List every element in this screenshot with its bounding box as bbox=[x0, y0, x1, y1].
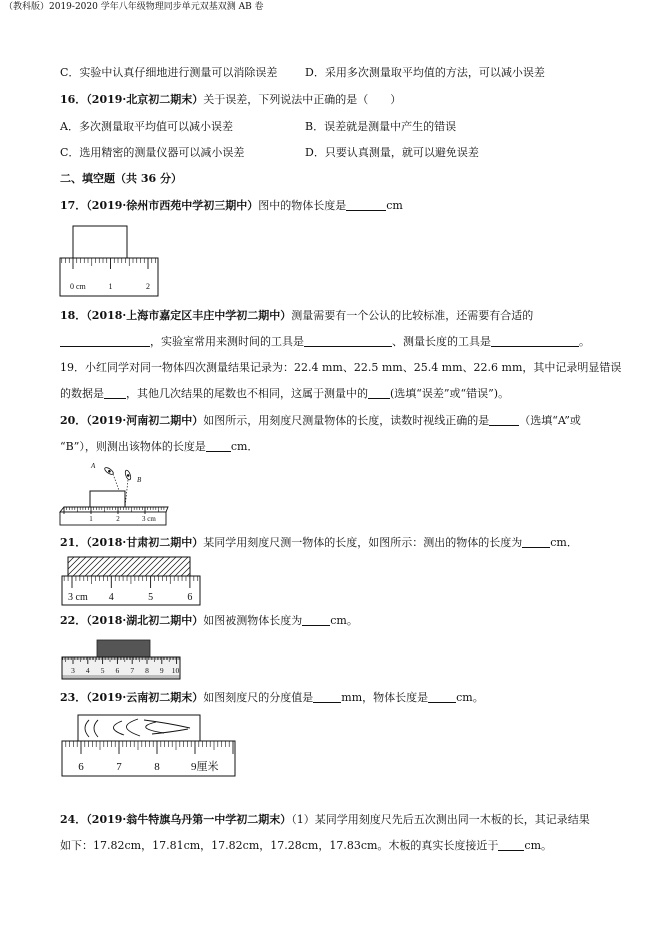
figure-q20-ruler bbox=[58, 458, 174, 530]
q16-option-c: C．选用精密的测量仪器可以减小误差 bbox=[60, 146, 245, 159]
answer-blank bbox=[302, 614, 330, 626]
ruler-label: 10 bbox=[171, 666, 180, 675]
q16-option-a: A．多次测量取平均值可以减小误差 bbox=[60, 120, 233, 133]
ruler-label: 9 bbox=[159, 666, 164, 675]
question-24-line2-text: 如下：17.82cm，17.81cm，17.82cm，17.28cm，17.83cm。木板的真实长度接近于 bbox=[60, 839, 499, 852]
measured-block-dark bbox=[97, 640, 150, 657]
question-22-tag: 22．（2018·湖北初二期中） bbox=[60, 614, 204, 627]
question-22-unit: cm。 bbox=[330, 614, 358, 627]
ruler-label: 3 cm bbox=[142, 515, 156, 523]
section-title: 二、填空题（共 36 分） bbox=[60, 172, 182, 185]
measured-block bbox=[73, 226, 127, 258]
question-20-text3: “B”），则测出该物体的长度是 bbox=[60, 440, 206, 453]
figure-q17-ruler bbox=[58, 222, 162, 298]
ruler-label: 3 cm bbox=[68, 592, 88, 603]
measured-block bbox=[90, 491, 125, 507]
question-21 bbox=[60, 535, 578, 551]
question-23 bbox=[60, 690, 484, 706]
eye-label-a: A bbox=[91, 462, 96, 470]
ruler-label: 5 bbox=[100, 666, 105, 675]
ruler-label: 3 bbox=[71, 666, 75, 675]
measured-feather-box bbox=[78, 715, 200, 741]
question-24 bbox=[60, 812, 590, 828]
ruler-label: 4 bbox=[85, 666, 90, 675]
ruler-label: 7 bbox=[130, 666, 135, 675]
question-23-text1: 如图刻度尺的分度值是 bbox=[203, 691, 314, 704]
question-19-seg2: ，其他几次结果的尾数也不相同，这属于测量中的 bbox=[126, 387, 368, 400]
question-18 bbox=[60, 308, 533, 324]
question-19-line2 bbox=[60, 386, 509, 402]
question-18-seg1: ，实验室常用来测时间的工具是 bbox=[150, 335, 304, 348]
ruler-label: 7 bbox=[116, 761, 122, 773]
ruler-label: 0 cm bbox=[70, 282, 86, 291]
q15-option-c: C．实验中认真仔细地进行测量可以消除误差 bbox=[60, 66, 278, 79]
question-16 bbox=[60, 92, 401, 108]
question-16-tag: 16．（2019·北京初二期末） bbox=[60, 93, 204, 106]
question-17 bbox=[60, 198, 403, 214]
question-19-seg3: (选填“误差”或“错误”)。 bbox=[390, 387, 510, 400]
question-20-tag: 20．（2019·河南初二期中） bbox=[60, 414, 204, 427]
answer-blank bbox=[522, 536, 550, 548]
question-20 bbox=[60, 413, 581, 429]
answer-blank bbox=[498, 839, 524, 851]
q15-option-d: D．采用多次测量取平均值的方法，可以减小误差 bbox=[305, 66, 545, 79]
question-18-tag: 18．（2018·上海市嘉定区丰庄中学初二期中） bbox=[60, 309, 292, 322]
question-23-tag: 23．（2019·云南初二期末） bbox=[60, 691, 204, 704]
question-23-unit: cm。 bbox=[456, 691, 484, 704]
figure-q21-ruler bbox=[60, 553, 205, 608]
question-18-line2 bbox=[60, 334, 590, 350]
question-18-seg3: 。 bbox=[579, 335, 590, 348]
answer-blank bbox=[206, 440, 231, 452]
question-20-unit: cm． bbox=[230, 440, 259, 453]
answer-blank bbox=[428, 691, 456, 703]
answer-blank bbox=[491, 335, 579, 347]
ruler-label: 6 bbox=[115, 666, 120, 675]
ruler-label: 4 bbox=[108, 592, 114, 603]
page-header: （教科版）2019-2020 学年八年级物理同步单元双基双测 AB 卷 bbox=[4, 2, 264, 12]
question-21-text: 某同学用刻度尺测一物体的长度，如图所示：测出的物体的长度为 bbox=[203, 536, 523, 549]
eye-label-b: B bbox=[137, 476, 142, 484]
ruler-edge-shade bbox=[63, 675, 180, 679]
ruler-label: 6 bbox=[187, 592, 193, 603]
answer-blank bbox=[368, 387, 390, 399]
ruler-top-face bbox=[60, 507, 168, 512]
ruler-label: 2 bbox=[146, 282, 150, 291]
question-19-tag: 19． bbox=[60, 361, 85, 374]
question-20-text2: （选填“A”或 bbox=[519, 414, 581, 427]
question-18-seg2: 、测量长度的工具是 bbox=[392, 335, 491, 348]
ruler-label: 8 bbox=[145, 666, 149, 675]
question-21-unit: cm． bbox=[550, 536, 578, 549]
question-20-line2 bbox=[60, 439, 258, 455]
ruler-label: 8 bbox=[154, 761, 160, 773]
answer-blank bbox=[104, 387, 126, 399]
figure-q22-ruler bbox=[60, 636, 184, 682]
ruler-label: 1 bbox=[89, 515, 93, 523]
question-17-tag: 17．（2019·徐州市西苑中学初三期中） bbox=[60, 199, 259, 212]
ruler-label: 5 bbox=[148, 592, 154, 603]
question-24-line2 bbox=[60, 838, 552, 854]
figure-q23-ruler bbox=[60, 710, 240, 778]
question-24-unit: cm。 bbox=[524, 839, 553, 852]
question-19 bbox=[60, 360, 621, 376]
question-24-line1: （1）某同学用刻度尺先后五次测出同一木板的长，其记录结果 bbox=[291, 813, 590, 826]
question-23-text2: mm，物体长度是 bbox=[341, 691, 429, 704]
question-21-tag: 21．（2018·甘肃初二期中） bbox=[60, 536, 204, 549]
question-17-text: 图中的物体长度是 bbox=[258, 199, 347, 212]
question-17-unit: cm bbox=[386, 199, 403, 212]
ruler-label: 6 bbox=[78, 761, 84, 773]
answer-blank bbox=[304, 335, 392, 347]
question-19-line1: 小红同学对同一物体四次测量结果记录为：22.4 mm、22.5 mm、25.4 mm、22.6 mm，其中记录明显错误 bbox=[85, 361, 622, 374]
answer-blank bbox=[313, 691, 341, 703]
question-22 bbox=[60, 613, 358, 629]
answer-blank bbox=[60, 335, 150, 347]
ruler-label: 1 bbox=[108, 282, 113, 291]
eye-b-icon bbox=[124, 470, 132, 481]
answer-blank bbox=[346, 199, 386, 211]
question-20-text1: 如图所示，用刻度尺测量物体的长度，读数时视线正确的是 bbox=[203, 414, 490, 427]
question-16-stem: 关于误差，下列说法中正确的是（ ） bbox=[203, 93, 402, 106]
ruler-label: 2 bbox=[116, 515, 120, 523]
question-19-seg1: 的数据是 bbox=[60, 387, 104, 400]
question-22-text: 如图被测物体长度为 bbox=[203, 614, 303, 627]
q16-option-d: D．只要认真测量，就可以避免误差 bbox=[305, 146, 479, 159]
ruler-label: 9厘米 bbox=[191, 761, 219, 773]
question-18-line1: 测量需要有一个公认的比较标准，还需要有合适的 bbox=[291, 309, 534, 322]
answer-blank bbox=[489, 414, 519, 426]
question-24-tag: 24．（2019·翁牛特旗乌丹第一中学初二期末） bbox=[60, 813, 292, 826]
q16-option-b: B．误差就是测量中产生的错误 bbox=[305, 120, 457, 133]
